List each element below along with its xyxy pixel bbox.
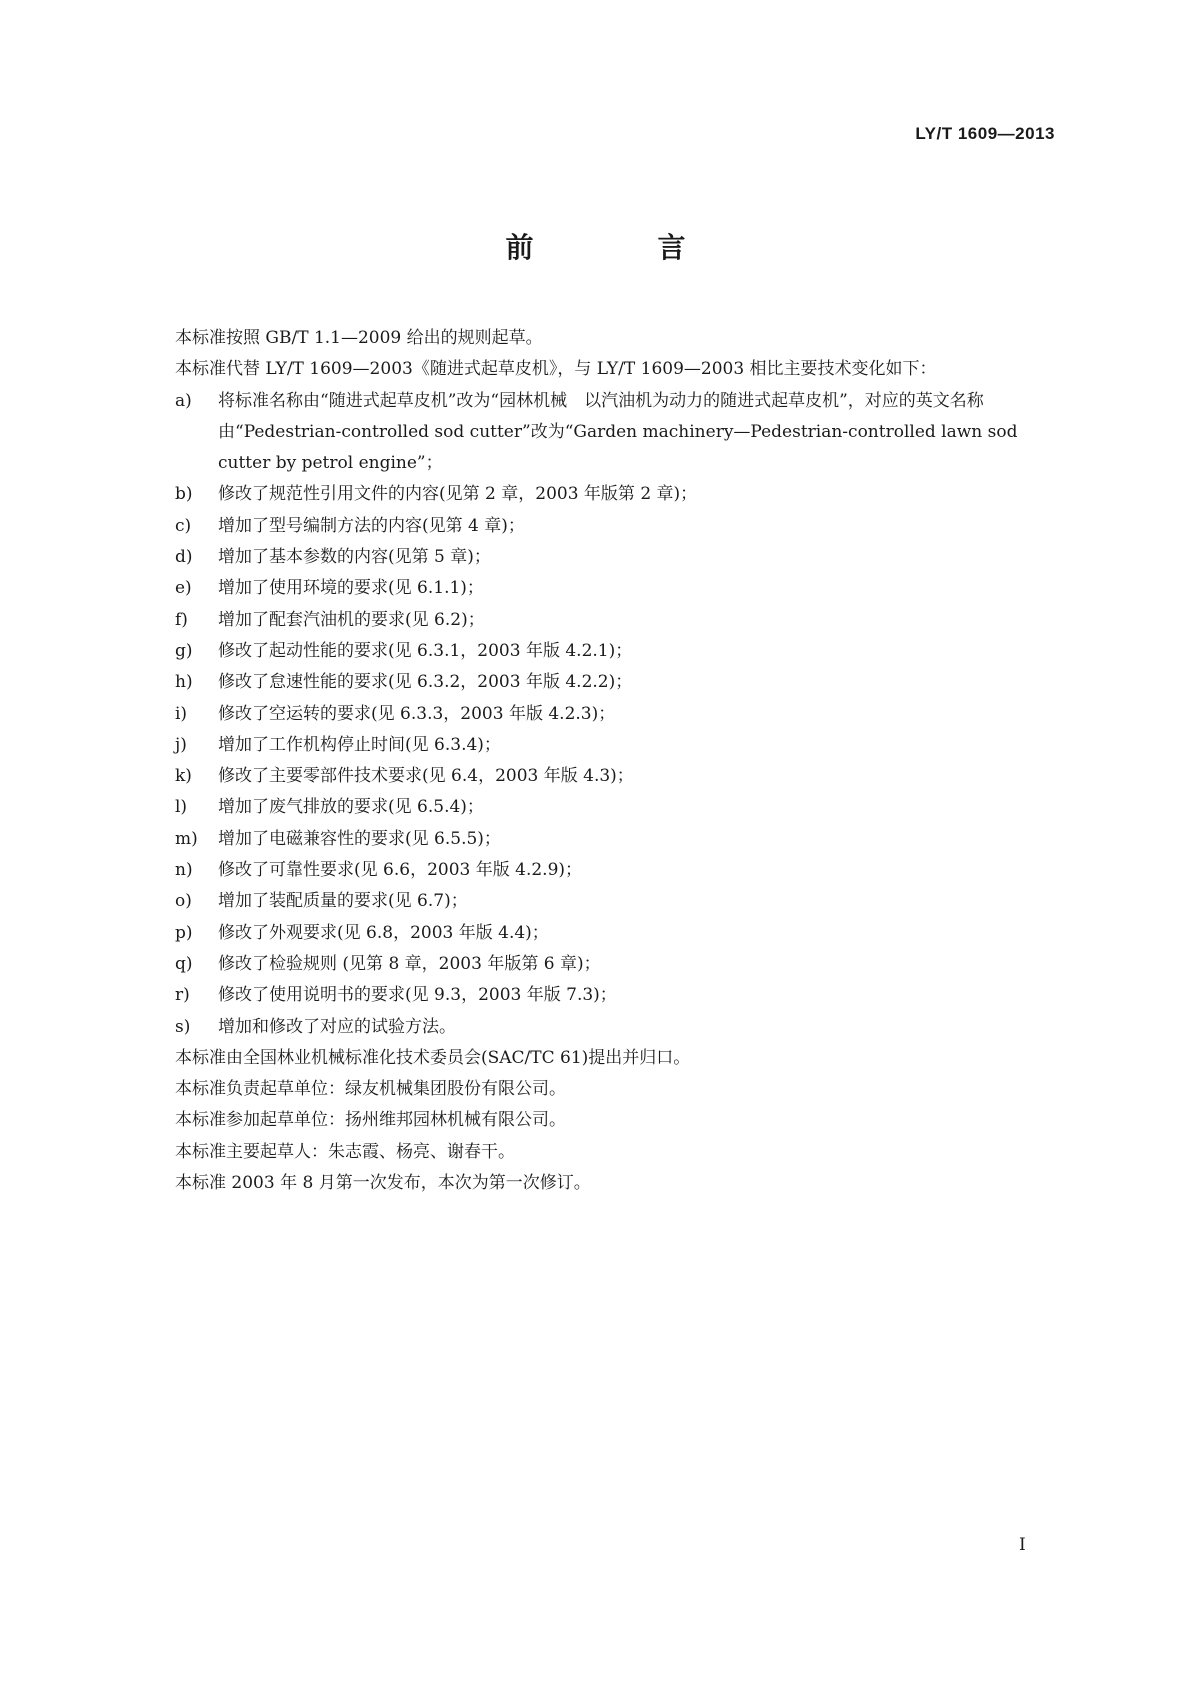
list-item — [175, 511, 1055, 542]
list-item-mark: f) — [175, 609, 188, 630]
list-item-mark: m) — [175, 828, 198, 849]
list-item — [175, 949, 1055, 980]
list-item — [175, 855, 1055, 886]
list-item — [175, 886, 1055, 917]
list-item-text: 增加了基本参数的内容(见第 5 章)； — [218, 547, 491, 568]
list-item-text: 修改了空运转的要求(见 6.3.3，2003 年版 4.2.3)； — [218, 703, 616, 724]
list-item-mark: a) — [175, 390, 192, 411]
intro-paragraph: 本标准代替 LY/T 1609—2003《随进式起草皮机》，与 LY/T 1609—2003 相比主要技术变化如下： — [175, 359, 937, 380]
list-item-text: 增加了使用环境的要求(见 6.1.1)； — [218, 578, 484, 599]
list-item — [175, 667, 1055, 698]
list-item-mark: b) — [175, 484, 193, 505]
list-item-text: 修改了怠速性能的要求(见 6.3.2，2003 年版 4.2.2)； — [218, 672, 633, 693]
list-item-text: 增加了废气排放的要求(见 6.5.4)； — [218, 797, 484, 818]
list-item-text: 增加了配套汽油机的要求(见 6.2)； — [218, 609, 485, 630]
list-item — [175, 824, 1055, 855]
list-item-mark: p) — [175, 922, 193, 943]
list-item — [175, 792, 1055, 823]
list-item-text: 增加了型号编制方法的内容(见第 4 章)； — [218, 515, 525, 536]
closing-paragraph: 本标准参加起草单位：扬州维邦园林机械有限公司。 — [175, 1110, 566, 1131]
list-item-mark: j) — [175, 734, 187, 755]
list-item-mark: n) — [175, 860, 193, 881]
change-list — [175, 386, 1055, 1043]
list-item — [175, 761, 1055, 792]
list-item-mark: l) — [175, 797, 188, 818]
list-item-text: 修改了规范性引用文件的内容(见第 2 章，2003 年版第 2 章)； — [218, 484, 698, 505]
list-item-mark: k) — [175, 766, 192, 787]
list-item — [175, 730, 1055, 761]
list-item-text: 增加和修改了对应的试验方法。 — [218, 1016, 456, 1037]
list-item — [175, 980, 1055, 1011]
closing-paragraph: 本标准负责起草单位：绿友机械集团股份有限公司。 — [175, 1079, 566, 1100]
document-body — [175, 323, 1055, 1199]
list-item-text: 修改了可靠性要求(见 6.6，2003 年版 4.2.9)； — [218, 860, 583, 881]
list-item — [175, 573, 1055, 604]
list-item-mark: r) — [175, 985, 190, 1006]
list-item-mark: e) — [175, 578, 192, 599]
list-item — [175, 636, 1055, 667]
list-item-text: 将标准名称由“随进式起草皮机”改为“园林机械 以汽油机为动力的随进式起草皮机”，对应的英文名称由“Pedestrian-controlled sod cutter”改为“Garden machinery—Pedestrian-controlled lawn sod cutter by petrol engine”； — [218, 390, 1018, 474]
list-item — [175, 699, 1055, 730]
closing-paragraph: 本标准 2003 年 8 月第一次发布，本次为第一次修订。 — [175, 1173, 591, 1194]
list-item-text: 修改了主要零部件技术要求(见 6.4，2003 年版 4.3)； — [218, 766, 634, 787]
standard-code: LY/T 1609—2013 — [915, 124, 1055, 143]
page-title: 前 言 — [505, 231, 734, 264]
closing-paragraph: 本标准由全国林业机械标准化技术委员会(SAC/TC 61)提出并归口。 — [175, 1047, 691, 1068]
list-item — [175, 918, 1055, 949]
list-item — [175, 386, 1055, 480]
list-item — [175, 542, 1055, 573]
list-item-text: 增加了装配质量的要求(见 6.7)； — [218, 891, 468, 912]
list-item-text: 修改了起动性能的要求(见 6.3.1，2003 年版 4.2.1)； — [218, 640, 633, 661]
list-item-text: 修改了检验规则 (见第 8 章，2003 年版第 6 章)； — [218, 953, 601, 974]
list-item-mark: q) — [175, 953, 193, 974]
list-item-text: 修改了外观要求(见 6.8，2003 年版 4.4)； — [218, 922, 549, 943]
list-item — [175, 605, 1055, 636]
list-item-mark: i) — [175, 703, 188, 724]
list-item-mark: h) — [175, 672, 193, 693]
list-item-mark: c) — [175, 515, 192, 536]
list-item-mark: o) — [175, 891, 192, 912]
closing-paragraph: 本标准主要起草人：朱志霞、杨亮、谢春干。 — [175, 1141, 515, 1162]
list-item-mark: g) — [175, 640, 193, 661]
list-item-mark: d) — [175, 547, 193, 568]
list-item-mark: s) — [175, 1016, 191, 1037]
list-item-text: 增加了工作机构停止时间(见 6.3.4)； — [218, 734, 501, 755]
list-item — [175, 479, 1055, 510]
list-item-text: 增加了电磁兼容性的要求(见 6.5.5)； — [218, 828, 501, 849]
page-number: I — [1019, 1535, 1026, 1555]
list-item-text: 修改了使用说明书的要求(见 9.3，2003 年版 7.3)； — [218, 985, 617, 1006]
list-item — [175, 1012, 1055, 1043]
intro-paragraph: 本标准按照 GB/T 1.1—2009 给出的规则起草。 — [175, 328, 543, 348]
